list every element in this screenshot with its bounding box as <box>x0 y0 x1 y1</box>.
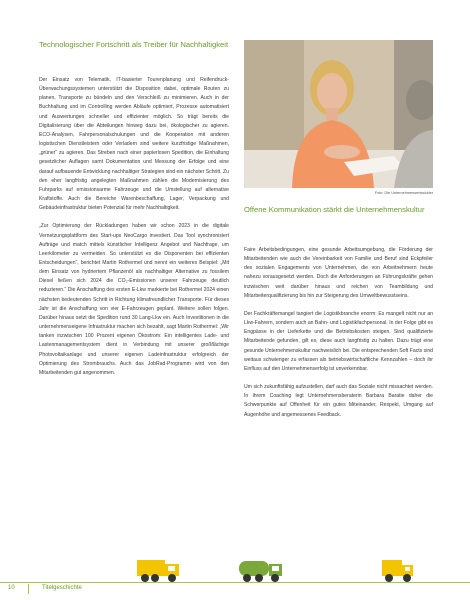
left-text-column <box>39 76 229 387</box>
paragraph: Faire Arbeitsbedingungen, eine gesunde Arbeitsumgebung, die Förderung der Mitarbeitenden wie auch die Vereinbarkeit von Familie und Beruf sind Eckpfeiler des sozialen Engagements von Unternehmen, die von Arbeitnehmern heute nahezu vorausgesetzt werden. Doch die Anforderungen an Führungskräfte gehen inzwischen weit darüber hinaus und reichen von Teambildung und Mitarbeiterqualifizierung bis hin zur Steigerung des Umweltbewusstseins. <box>244 247 433 299</box>
coaching-photo <box>244 40 433 188</box>
paragraph: Der Fachkräftemangel tangiert die Logistikbranche enorm: Es mangelt nicht nur an Lkw-Fahrern, sondern auch an Bahn- und Logistikfachpersonal. In der Folge gibt es Engpässe in der Lieferkette und die Betriebskosten steigen. Sind qualifizierte Mitarbeitende gefunden, gilt es, diese auch langfristig zu halten. Dazu trägt eine gesunde Unternehmenskultur nachweislich bei. Die entsprechenden Soft Facts sind weitaus schwieriger zu erfassen als betriebswirtschaftliche Kennzahlen – doch ihr Einfluss auf den Unternehmenserfolg ist unverkennbar. <box>244 310 433 372</box>
paragraph: „Zur Optimierung der Rückladungen haben wir schon 2023 in die digitale Vernetzungsplattform des Start-ups NeoCargo investiert. Das Tool synchronisiert Aufträge und match mittels künstlicher Intelligenz Angebot und Nachfrage, um Leerkilometer zu vermeiden. So unterstützt es die Disponenten bei effizienten Entscheidungen“, berichtet Martin Rothermel und nennt ein weiteres Beispiel: „Mit dem Einsatz von hydriertem Pflanzenöl als nachhaltiger Alternative zu fossilem Diesel ließen sich 2024 die CO₂-Emissionen unserer Fahrzeuge deutlich reduzieren.“ Die Anschaffung des ersten E-Lkw markierte bei Rothermel 2024 einen nächsten bedeutenden Schritt in Richtung klimafreundlicher Transporte. Für dieses Jahr ist die Anschaffung von vier E-Fahrzeugen geplant. Weitere sollen folgen. Darüber hinaus setzt die Spedition rund 30 Lang-Lkw ein. Auch Investitionen in die unternehmenseigene Infrastruktur machen sich bezahlt, sagt Martin Rothermel: „Wir tanken inzwischen 100 Prozent eigenen Ökostrom: Ein intelligentes Lade- und Lastenmanagementsystem dient in Verbindung mit unserer großflächige Photovoltaikanlage und unserer eigenen Ladeinfrastruktur erfolgreich der Optimierung des Strombrauchs. Auch das JobRad-Programm wird von den Mitarbeitenden gut angenommen. <box>39 223 229 376</box>
photo-caption: Foto: Die Unternehmensentwickler <box>374 191 433 195</box>
box-truck-icon <box>380 556 416 589</box>
paragraph: Um sich zukunftsfähig aufzustellen, darf auch das Soziale nicht missachtet werden. In ihrem Coaching legt Unternehmensberaterin Barbara Baratie daher die Schwerpunkte auf Offenheit für ein gutes Miteinander, Respekt, Umgang auf Augenhöhe und angemessenes Feedback. <box>244 384 433 418</box>
section-heading-communication: Offene Kommunikation stärkt die Unternehmenskultur <box>244 205 425 214</box>
section-heading-technology: Technologischer Fortschritt als Treiber für Nachhaltigkeit <box>39 40 229 49</box>
footer-line <box>0 582 470 583</box>
footer-divider <box>28 584 29 594</box>
paragraph: Der Einsatz von Telematik, IT-basierter Tourenplanung und Reifendruck-Überwachungssystemen unterstützt die Disposition dabei, optimale Routen zu planen, Transporte zu bündeln und den Verschleiß zu minimieren. Auch in der Buchhaltung und im Controlling werden Abläufe optimiert, Prozesse automatisiert und Auswertungen schneller und effizienter möglich. So trägt bereits die Digitalisierung über die Abteilungen hinweg dazu bei, ökologischer zu agieren. ECO-Analysen, Fahrpersonalschulungen und die Kooperation mit anderen logistischen Dienstleistern oder Verladern sind weitere kurzfristige Maßnahmen, „grüner“ zu agieren. Das Streben nach einer papierlosen Spedition, die Einhaltung gesetzlicher Auflagen samt Dokumentation und Messung der Erfolge und eine darauf aufbauende Entwicklung nachhaltiger Strategien sind ein nächster Schritt. Zu den eher langfristig angelegten Maßnahmen zählen die Modernisierung des Fuhrparks auf emissionsarme Fahrzeuge und die Umstellung auf alternative Kraftstoffe. Auch die Bereiche Warenbeschaffung, Lager, Verpackung und Gebäudeinfrastruktur bieten Potenzial für mehr Nachhaltigkeit. <box>39 77 229 212</box>
right-text-column <box>244 246 433 429</box>
tanker-truck-icon <box>237 556 285 589</box>
flatbed-truck-icon <box>135 556 183 589</box>
footer-section-title: Titelgeschichte <box>42 585 82 591</box>
page-number: 10 <box>8 585 15 591</box>
